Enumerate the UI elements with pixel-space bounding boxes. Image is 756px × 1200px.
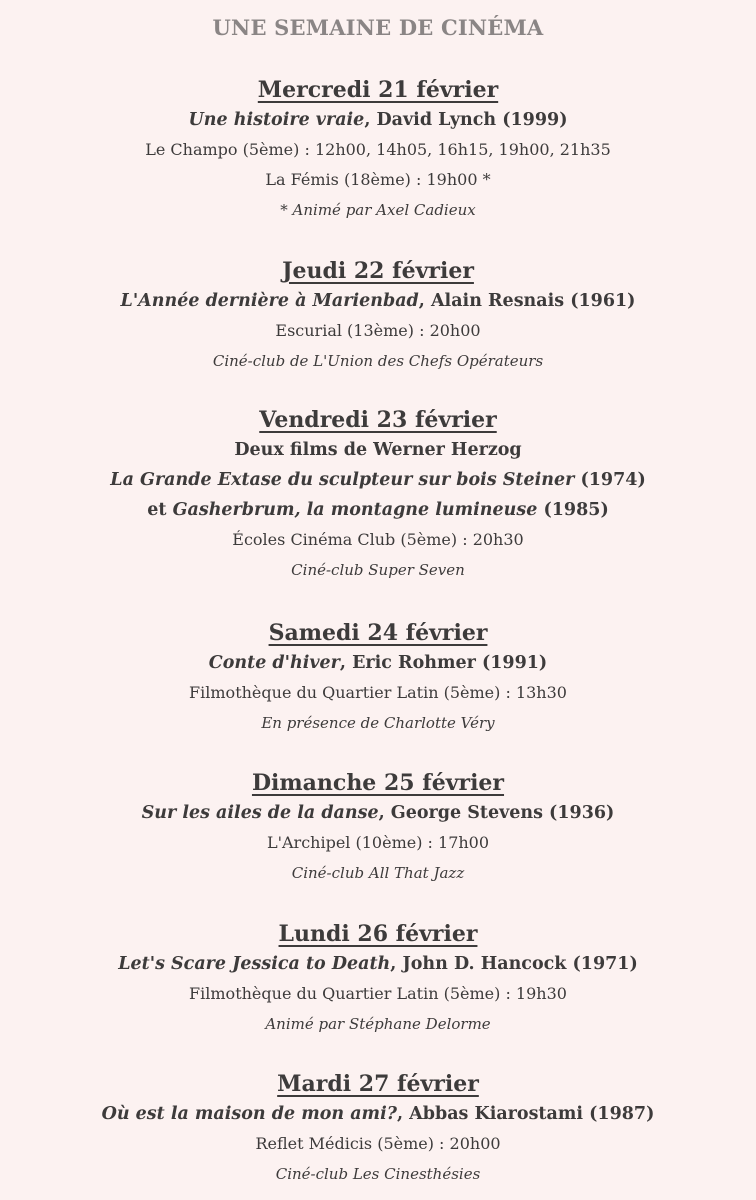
film-credit: , George Stevens (1936): [378, 803, 615, 823]
film-line: [0, 798, 756, 828]
film-title: L'Année dernière à Marienbad: [120, 291, 419, 311]
film-line: [0, 648, 756, 678]
film-credit: , Abbas Kiarostami (1987): [396, 1104, 655, 1124]
film-line: [0, 495, 756, 525]
event-note: * Animé par Axel Cadieux: [280, 201, 476, 219]
film-credit: , David Lynch (1999): [364, 110, 568, 130]
venue-line: Filmothèque du Quartier Latin (5ème) : 19h30: [189, 984, 567, 1003]
program-title: Deux films de Werner Herzog: [234, 440, 522, 460]
venue-line: Escurial (13ème) : 20h00: [275, 321, 481, 340]
film-title: La Grande Extase du sculpteur sur bois Steiner: [110, 470, 575, 490]
day-section-sunday: [0, 768, 756, 888]
venue-line: Reflet Médicis (5ème) : 20h00: [255, 1134, 501, 1153]
day-section-wednesday: [0, 75, 756, 225]
day-section-friday: [0, 405, 756, 585]
film-line: [0, 105, 756, 135]
venue-line: La Fémis (18ème) : 19h00 *: [265, 170, 491, 189]
day-section-tuesday: [0, 1069, 756, 1189]
film-title: Conte d'hiver: [208, 653, 340, 673]
venue-line: Le Champo (5ème) : 12h00, 14h05, 16h15, 19h00, 21h35: [145, 140, 611, 159]
day-heading: Jeudi 22 février: [282, 258, 474, 284]
day-heading: Vendredi 23 février: [259, 407, 497, 433]
page-title: UNE SEMAINE DE CINÉMA: [212, 15, 544, 40]
day-heading: Mardi 27 février: [277, 1071, 479, 1097]
film-year: (1974): [574, 470, 646, 490]
film-title: Gasherbrum, la montagne lumineuse: [172, 500, 538, 520]
film-credit: , Eric Rohmer (1991): [339, 653, 548, 673]
film-title: Une histoire vraie: [188, 110, 365, 130]
film-line: [0, 1099, 756, 1129]
venue-line: L'Archipel (10ème) : 17h00: [266, 833, 490, 852]
event-note: Ciné-club de L'Union des Chefs Opérateurs: [212, 352, 544, 370]
event-note: Ciné-club All That Jazz: [291, 864, 465, 882]
film-line: [0, 465, 756, 495]
film-title: Let's Scare Jessica to Death: [118, 954, 391, 974]
venue-line: Filmothèque du Quartier Latin (5ème) : 13h30: [189, 683, 567, 702]
day-section-saturday: [0, 618, 756, 738]
film-title: Où est la maison de mon ami?: [101, 1104, 397, 1124]
day-heading: Mercredi 21 février: [257, 77, 499, 103]
day-heading: Dimanche 25 février: [251, 770, 505, 796]
film-line: [0, 949, 756, 979]
film-year: (1985): [537, 500, 609, 520]
day-heading: Lundi 26 février: [278, 921, 478, 947]
event-note: Animé par Stéphane Delorme: [265, 1015, 491, 1033]
film-title: Sur les ailes de la danse: [141, 803, 379, 823]
film-prefix: et: [147, 500, 173, 520]
day-section-monday: [0, 919, 756, 1039]
event-note: Ciné-club Super Seven: [291, 561, 465, 579]
day-heading: Samedi 24 février: [268, 620, 488, 646]
film-line: [0, 286, 756, 316]
venue-line: Écoles Cinéma Club (5ème) : 20h30: [232, 530, 524, 549]
event-note: En présence de Charlotte Véry: [261, 714, 495, 732]
day-section-thursday: [0, 256, 756, 376]
film-credit: , Alain Resnais (1961): [418, 291, 636, 311]
event-note: Ciné-club Les Cinesthésies: [275, 1165, 481, 1183]
film-credit: , John D. Hancock (1971): [390, 954, 638, 974]
